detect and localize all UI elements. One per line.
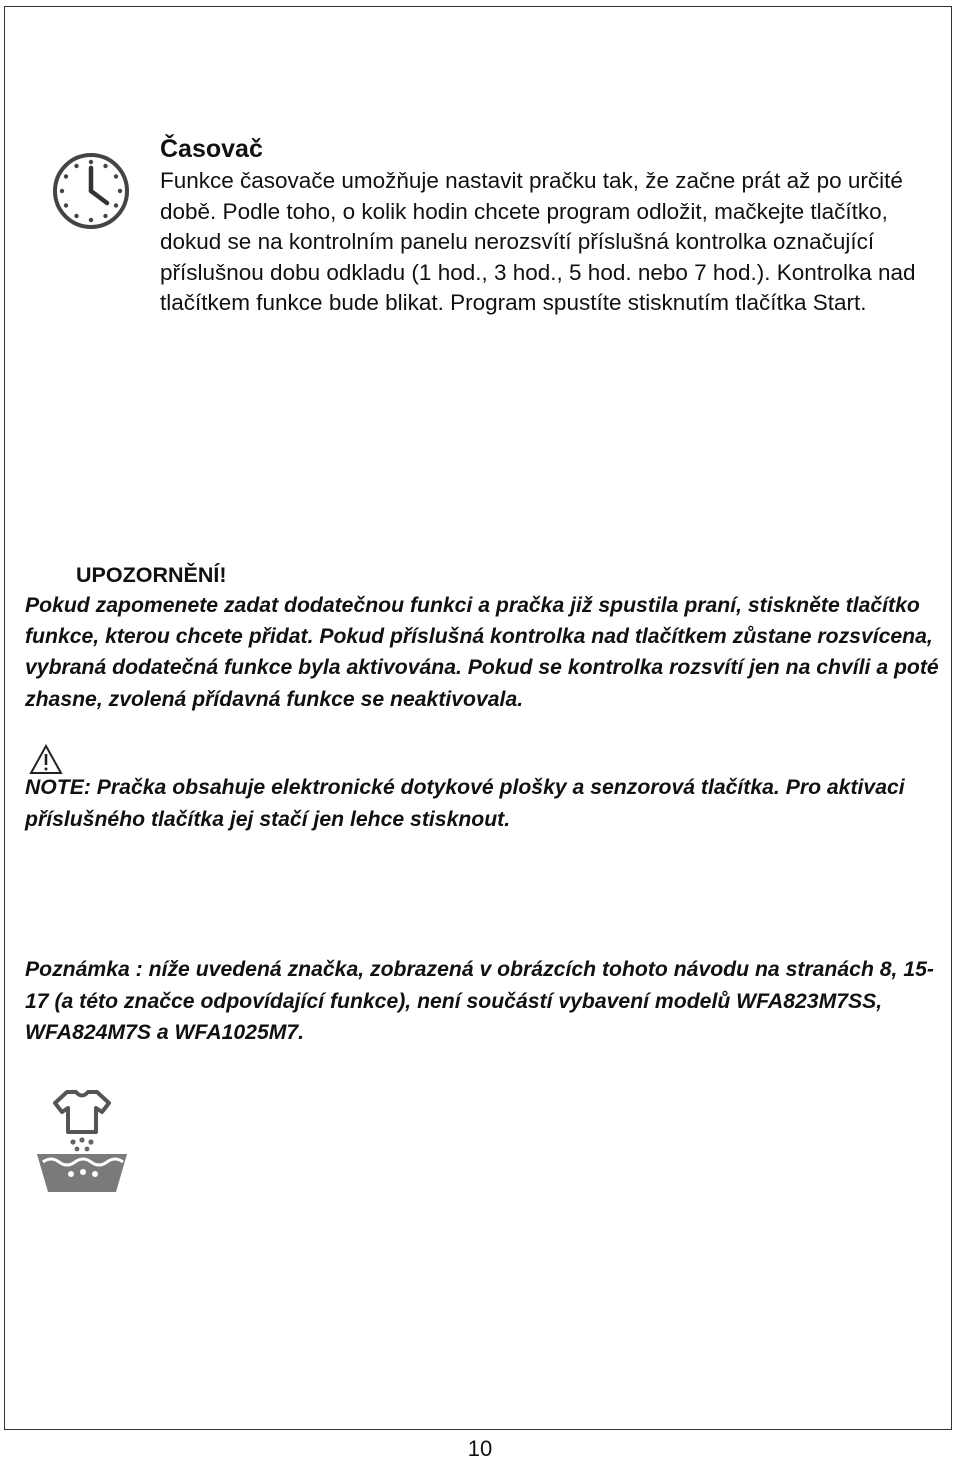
warning-body: Pokud zapomenete zadat dodatečnou funkci a pračka již spustila praní, stiskněte tlačítko funkce, kterou chcete přidat. Pokud příslušná kontrolka nad tlačítkem zůstane rozsvícena, vybraná dodatečná funkce byla aktivována. Pokud se kontrolka rozsvítí jen na chvíli a poté zhasne, zvolená přídavná funkce se neaktivovala. [25,594,939,711]
remark-text: Poznámka : níže uvedená značka, zobrazená v obrázcích tohoto návodu na stranách 8, 15-17 (a této značce odpovídající funkce), není součástí vybavení modelů WFA823M7SS, WFA824M7S a WFA1025M7. [25,958,934,1044]
clock-icon [52,152,130,230]
note-text: NOTE: Pračka obsahuje elektronické dotykové plošky a senzorová tlačítka. Pro aktivaci příslušného tlačítka jej stačí jen lehce stisknout. [25,776,905,831]
timer-description: Funkce časovače umožňuje nastavit pračku tak, že začne prát až po určité době. Podle toho, o kolik hodin chcete program odložit, mačkejte tlačítko, dokud se na kontrolním panelu nerozsvítí příslušná kontrolka označující příslušnou dobu odkladu (1 hod., 3 hod., 5 hod. nebo 7 hod.). Kontrolka nad tlačítkem funkce bude blikat. Program spustíte stisknutím tlačítka Start. [160,168,916,315]
page-number: 10 [467,1436,493,1461]
wash-tub-shirt-icon [33,1088,131,1196]
timer-title: Časovač [160,135,263,163]
warning-triangle-icon [29,744,63,775]
warning-heading: UPOZORNĚNÍ! [76,563,227,587]
